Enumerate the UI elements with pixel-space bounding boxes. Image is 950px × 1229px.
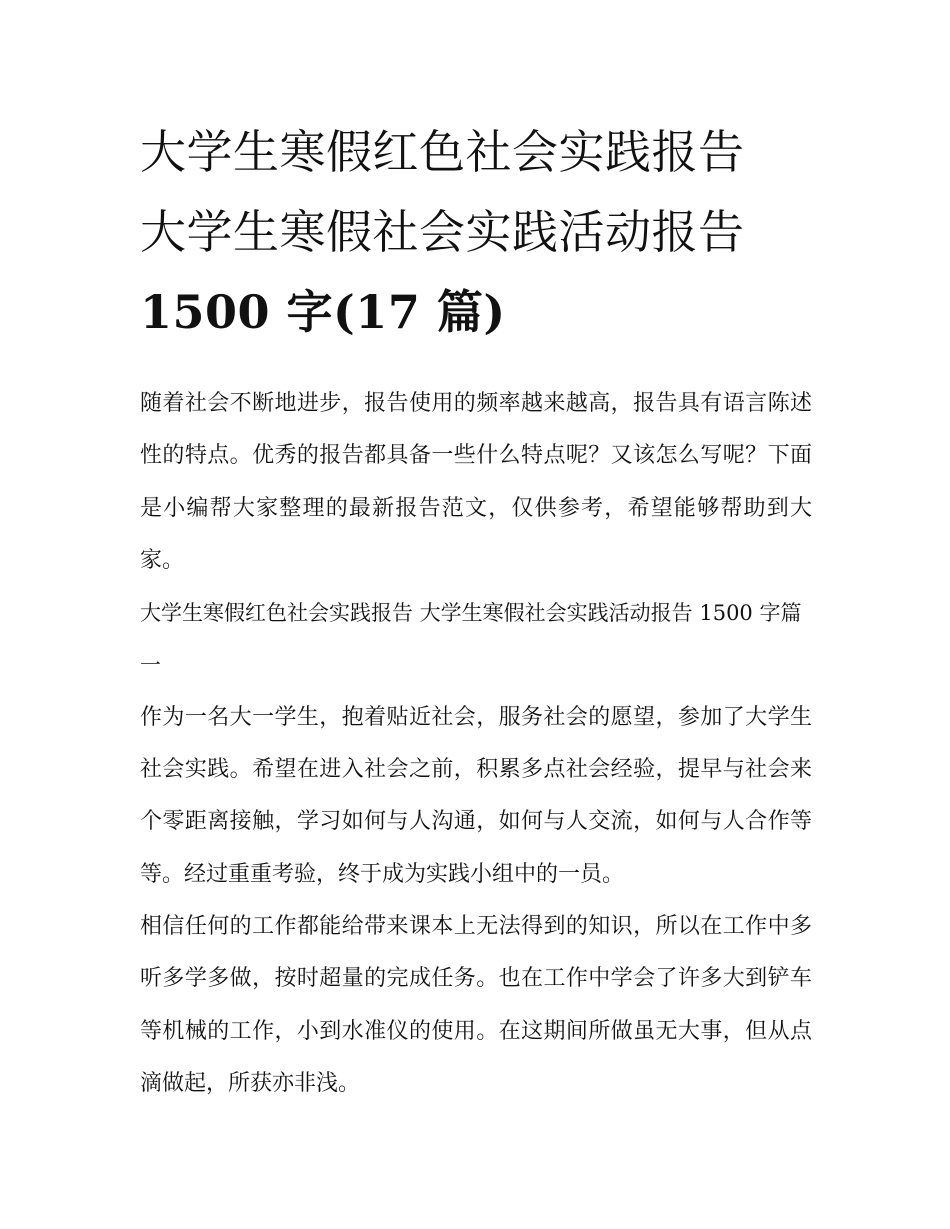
body-paragraph-2: 相信任何的工作都能给带来课本上无法得到的知识，所以在工作中多听多学多做，按时超量的完成任务。也在工作中学会了许多大到铲车等机械的工作，小到水准仪的使用。在这期间所做虽无大事，但从点滴做起，所获亦非浅。 [140,913,812,1096]
document-page [140,112,812,1110]
body-paragraph-1: 作为一名大一学生，抱着贴近社会，服务社会的愿望，参加了大学生社会实践。希望在进入社会之前，积累多点社会经验，提早与社会来个零距离接触，学习如何与人沟通，如何与人交流，如何与人合作等等。经过重重考验，终于成为实践小组中的一员。 [140,704,812,887]
intro-paragraph: 随着社会不断地进步，报告使用的频率越来越高，报告具有语言陈述性的特点。优秀的报告都具备一些什么特点呢？又该怎么写呢？下面是小编帮大家整理的最新报告范文，仅供参考，希望能够帮助到大家。 [140,391,812,573]
title-line-1: 大学生寒假红色社会实践报告 [140,125,745,179]
section-heading: 大学生寒假红色社会实践报告 大学生寒假社会实践活动报告 1500 字篇一 [140,601,802,678]
title-line-2: 大学生寒假社会实践活动报告 [140,205,745,259]
document-title [140,112,812,352]
title-line-3: 1500 字(17 篇) [140,285,506,339]
